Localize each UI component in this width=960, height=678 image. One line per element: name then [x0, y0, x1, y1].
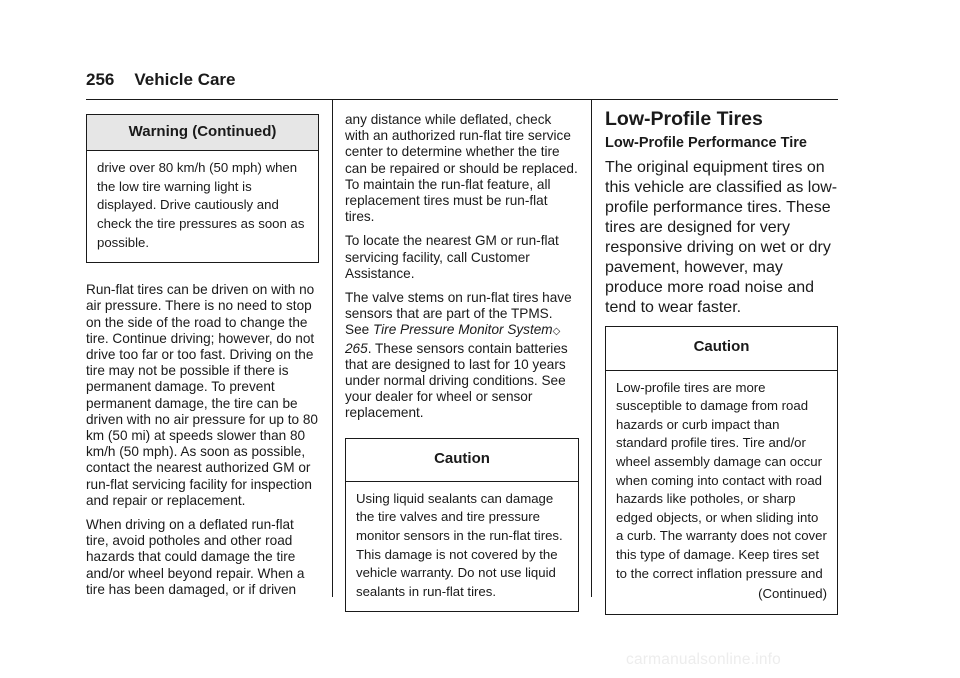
para5-text-start: The valve stems on run-flat tires have sensors that are part of the TPMS. See	[345, 290, 572, 338]
caution-text: Using liquid sealants can damage the tire valves and tire pressure monitor sensors in the run-flat tires. This damage is not covered by the vehicle warranty. Do not use liquid sealants in run-flat tires.	[356, 490, 563, 599]
column-3	[605, 108, 838, 615]
column-divider-1	[332, 100, 333, 597]
run-flat-paragraph-2: When driving on a deflated run-flat tire, avoid potholes and other road hazards that could damage the tire and/or wheel beyond repair. When a tire has been damaged, or if driven	[86, 517, 305, 597]
tpms-link[interactable]: Tire Pressure Monitor System	[372, 322, 553, 338]
caution-text-2: Low-profile tires are more susceptible to damage from road hazards or curb impact than standard profile tires. Tire and/or wheel assembly damage can occur when coming into contact with road hazards like potholes, or sharp edged objects, or when sliding into a curb. The warranty does not cover this type of damage. Keep tires set to the correct inflation pressure and	[616, 379, 827, 581]
para5-text-end: . These sensors contain batteries that are designed to last for 10 years under normal driving conditions. See your dealer for wheel or sensor replacement.	[345, 340, 568, 421]
caution-title-2: Caution	[606, 327, 837, 369]
page-ref-arrow-icon: ◇	[552, 326, 561, 338]
subsection-title: Low-Profile Performance Tire	[605, 135, 807, 152]
low-profile-intro: The original equipment tires on this vehicle are classified as low-profile performance tires. These tires are designed for very responsive driving on wet or dry pavement, however, may produce more road noise and tend to wear faster.	[605, 159, 838, 317]
run-flat-paragraph-5	[345, 290, 579, 422]
caution-box-sealants	[345, 438, 579, 613]
header-rule	[86, 99, 838, 100]
watermark: carmanualsonline.info	[626, 651, 781, 668]
section-header-title: Vehicle Care	[134, 70, 236, 89]
run-flat-paragraph-1: Run-flat tires can be driven on with no air pressure. There is no need to stop on the side of the road to change the tire. Continue driving; however, do not drive too far or too fast. Driving on the tire may not be possible if there is permanent damage. To prevent permanent damage, the tire can be driven with no air pressure for up to 80 km (50 mi) at speeds slower than 80 km/h (50 mph). As soon as possible, contact the nearest authorized GM or run-flat servicing facility for inspection and repair or replacement.	[86, 282, 318, 508]
tpms-page-ref[interactable]: 265	[345, 340, 368, 356]
continued-label: (Continued)	[758, 586, 827, 602]
caution-box-low-profile	[605, 326, 838, 614]
run-flat-paragraph-4: To locate the nearest GM or run-flat servicing facility, call Customer Assistance.	[345, 233, 559, 281]
warning-box	[86, 114, 319, 263]
column-divider-2	[591, 100, 592, 597]
caution-title: Caution	[346, 439, 578, 481]
section-title: Low-Profile Tires	[605, 108, 763, 130]
page-number: 256	[86, 70, 115, 89]
warning-text: drive over 80 km/h (50 mph) when the low tire warning light is displayed. Drive cautiously and check the tire pressures as soon as possible.	[97, 160, 305, 250]
column-2	[345, 112, 579, 612]
warning-title: Warning (Continued)	[87, 115, 318, 150]
page-header	[86, 70, 236, 90]
run-flat-paragraph-3: any distance while deflated, check with an authorized run-flat tire service center to determine whether the tire can be repaired or should be replaced. To maintain the run-flat feature, all replacement tires must be run-flat tires.	[345, 112, 578, 225]
column-1	[86, 114, 319, 606]
